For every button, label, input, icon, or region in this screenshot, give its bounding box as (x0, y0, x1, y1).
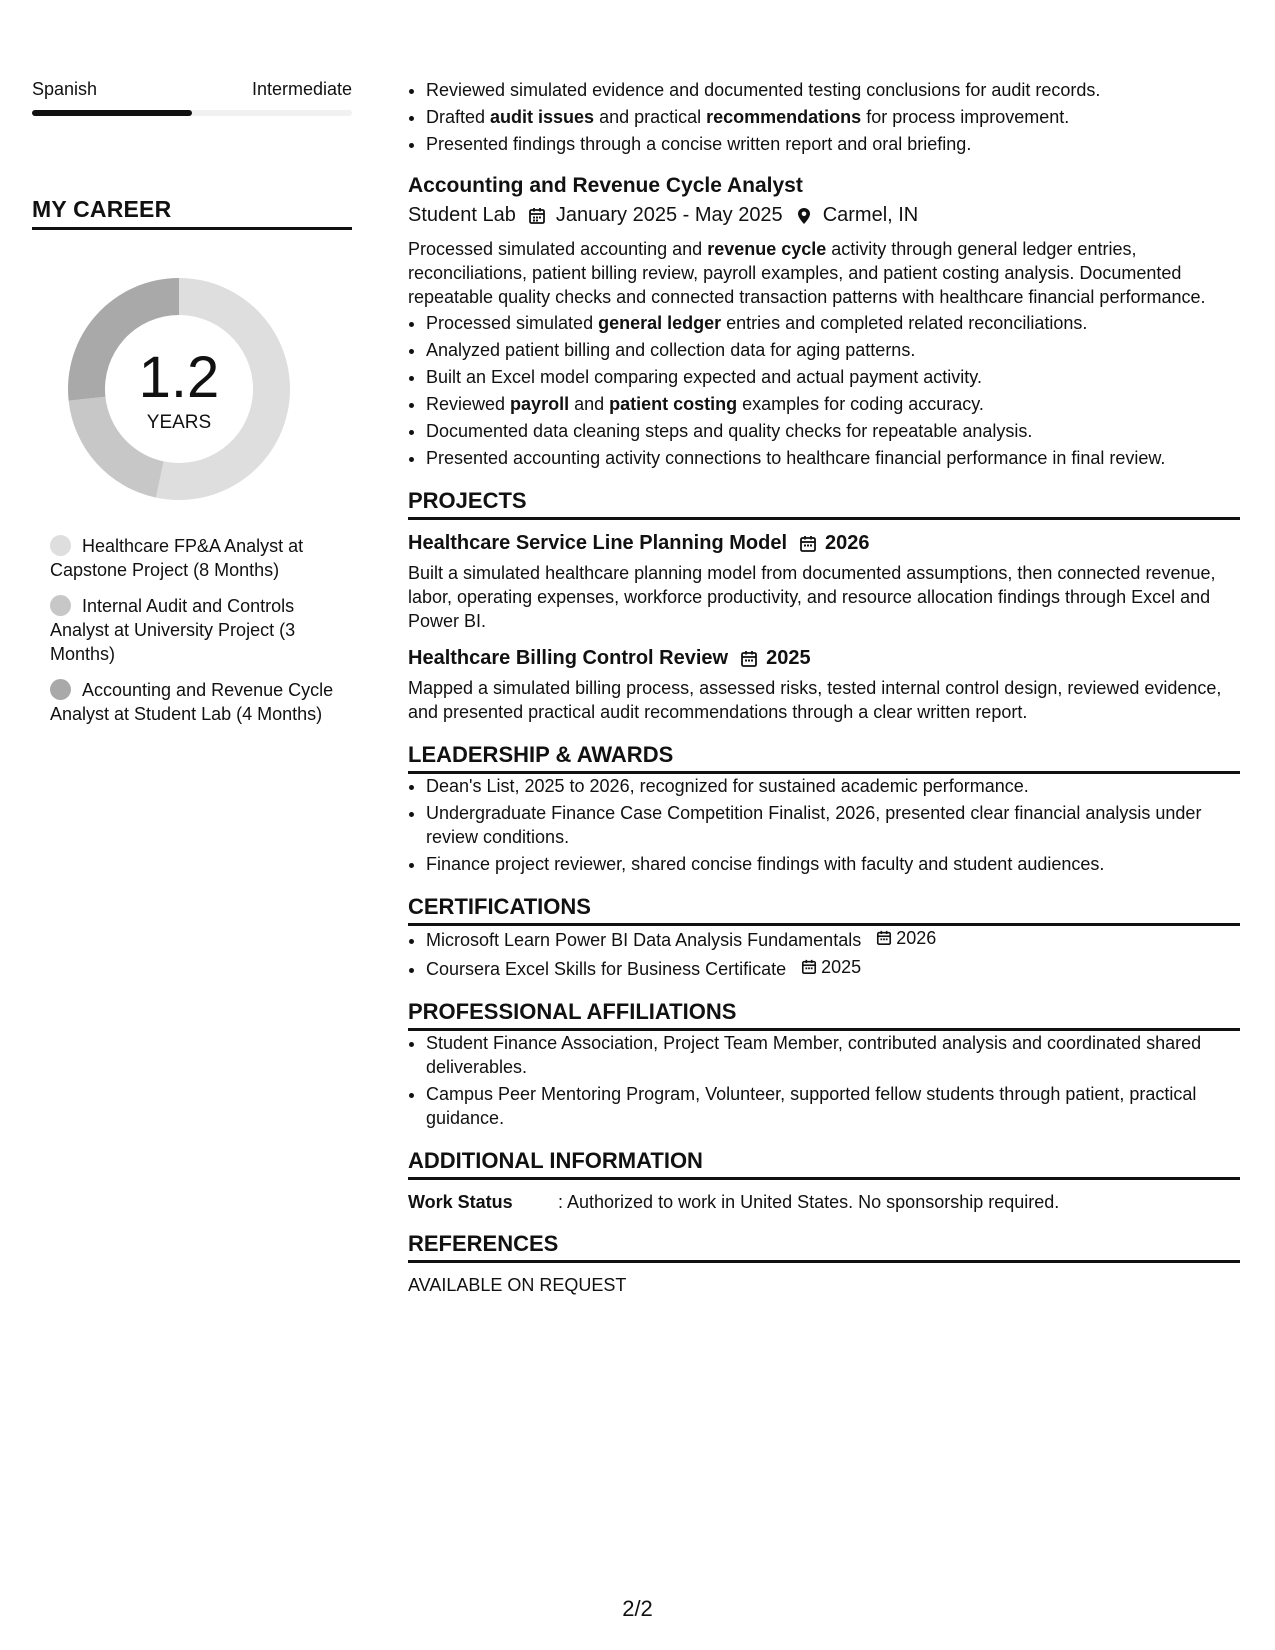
language-row (32, 78, 352, 100)
work-status-label: Work Status (408, 1192, 513, 1212)
affiliations-heading: PROFESSIONAL AFFILIATIONS (408, 999, 1240, 1031)
affiliations-list (408, 1031, 1240, 1130)
job-meta (408, 204, 1240, 227)
leadership-item: • Dean's List, 2025 to 2026, recognized for sustained academic performance. (426, 774, 1240, 798)
certification-name: Coursera Excel Skills for Business Certificate (426, 959, 787, 979)
text-run: Reviewed (426, 394, 511, 414)
career-total-unit: YEARS (146, 412, 212, 433)
job-summary (408, 237, 1240, 309)
leadership-list (408, 774, 1240, 876)
job-title: Accounting and Revenue Cycle Analyst (408, 174, 803, 197)
career-total-value: 1.2 (138, 345, 220, 410)
job-bullet (426, 365, 1240, 389)
project-title-row (408, 647, 1240, 670)
text-run: Processed simulated (426, 313, 599, 333)
page-number: 2/2 (622, 1596, 653, 1621)
career-total (64, 345, 294, 434)
job-location: Carmel, IN (822, 204, 919, 226)
language-level: Intermediate (251, 79, 352, 99)
project-name: Healthcare Billing Control Review (408, 647, 729, 669)
text-run: Drafted (426, 107, 491, 127)
career-legend-label: Accounting and Revenue Cycle Analyst at Student Lab (4 Months) (50, 680, 334, 724)
additional-info-heading: ADDITIONAL INFORMATION (408, 1148, 1240, 1180)
certification-year: 2025 (821, 957, 862, 977)
references-text: AVAILABLE ON REQUEST (408, 1275, 627, 1295)
legend-dot-icon (50, 535, 71, 556)
work-status-value: : Authorized to work in United States. No sponsorship required. (558, 1192, 1060, 1212)
emphasized-text: audit issues (490, 107, 595, 127)
project-description: Built a simulated healthcare planning model from documented assumptions, then connected revenue, labor, operating expenses, workforce productivity, and resource allocation findings through Excel and Power BI. (408, 563, 1216, 631)
affiliation-item: • Campus Peer Mentoring Program, Volunteer, supported fellow students through patient, practical guidance. (426, 1082, 1240, 1130)
career-legend-label: Internal Audit and Controls Analyst at University Project (3 Months) (50, 596, 296, 664)
certification-date (876, 926, 936, 950)
text-run: activity through general ledger entries, reconciliations, patient billing review, payroll examples, and patient costing analysis. Documented repeatable quality checks and connected transaction patterns with healthcare financial performance. (408, 239, 1206, 307)
text-run: Built an Excel model comparing expected and actual payment activity. (426, 367, 982, 387)
language-name: Spanish (32, 79, 98, 99)
work-status-row (408, 1192, 1240, 1213)
project-description: Mapped a simulated billing process, assessed risks, tested internal control design, reviewed evidence, and presented practical audit recommendations through a clear written report. (408, 678, 1222, 722)
text-run: Documented data cleaning steps and quality checks for repeatable analysis. (426, 421, 1033, 441)
project-title-row (408, 532, 1240, 555)
career-donut-chart (64, 274, 294, 504)
job-bullet-list (408, 311, 1240, 470)
text-run: entries and completed related reconciliations. (721, 313, 1088, 333)
main-content (408, 78, 1240, 1296)
affiliation-item: • Student Finance Association, Project Team Member, contributed analysis and coordinated shared deliverables. (426, 1031, 1240, 1079)
my-career-heading: MY CAREER (32, 196, 352, 230)
legend-dot-icon (50, 595, 71, 616)
career-legend (50, 534, 352, 726)
certification-year: 2026 (896, 928, 937, 948)
legend-dot-icon (50, 679, 71, 700)
text-run: Analyzed patient billing and collection data for aging patterns. (426, 340, 916, 360)
leadership-heading: LEADERSHIP & AWARDS (408, 742, 1240, 774)
text-run: and (569, 394, 610, 414)
project-item (408, 532, 1240, 633)
leadership-item: • Undergraduate Finance Case Competition Finalist, 2026, presented clear financial analysis under review conditions. (426, 801, 1240, 849)
intro-bullet (426, 105, 1240, 129)
language-proficiency-bar (32, 110, 352, 116)
intro-bullet (426, 132, 1240, 156)
sidebar (32, 78, 352, 738)
job-company: Student Lab (408, 204, 516, 226)
calendar-icon (801, 959, 817, 975)
language-proficiency-fill (32, 110, 192, 116)
text-run: Reviewed simulated evidence and documented testing conclusions for audit records. (426, 80, 1101, 100)
projects-heading: PROJECTS (408, 488, 1240, 520)
certifications-heading: CERTIFICATIONS (408, 894, 1240, 926)
location-pin-icon (795, 207, 813, 225)
job-bullet (426, 338, 1240, 362)
certifications-list (408, 926, 1240, 981)
certification-date (801, 955, 861, 979)
emphasized-text: recommendations (706, 107, 862, 127)
emphasized-text: payroll (510, 394, 570, 414)
text-run: Presented findings through a concise written report and oral briefing. (426, 134, 972, 154)
emphasized-text: revenue cycle (707, 239, 827, 259)
project-item (408, 647, 1240, 724)
intro-bullet (426, 78, 1240, 102)
project-year: 2025 (766, 647, 811, 669)
references-heading: REFERENCES (408, 1231, 1240, 1263)
text-run: Processed simulated accounting and (408, 239, 708, 259)
emphasized-text: general ledger (598, 313, 722, 333)
calendar-icon (876, 930, 892, 946)
leadership-item: • Finance project reviewer, shared concise findings with faculty and student audiences. (426, 852, 1240, 876)
job-bullet (426, 311, 1240, 335)
certification-item (426, 926, 1240, 952)
job-bullet (426, 446, 1240, 470)
career-legend-item (50, 534, 352, 582)
job-bullet (426, 392, 1240, 416)
career-legend-item (50, 678, 352, 726)
text-run: examples for coding accuracy. (737, 394, 984, 414)
calendar-icon (799, 535, 817, 553)
text-run: for process improvement. (861, 107, 1070, 127)
certification-item (426, 955, 1240, 981)
emphasized-text: patient costing (609, 394, 738, 414)
certification-name: Microsoft Learn Power BI Data Analysis Fundamentals (426, 930, 862, 950)
project-name: Healthcare Service Line Planning Model (408, 532, 788, 554)
job-dates: January 2025 - May 2025 (555, 204, 783, 226)
career-legend-label: Healthcare FP&A Analyst at Capstone Project (8 Months) (50, 536, 304, 580)
calendar-icon (740, 650, 758, 668)
job-bullet (426, 419, 1240, 443)
project-year: 2026 (825, 532, 870, 554)
career-legend-item (50, 594, 352, 666)
intro-bullet-list (408, 78, 1240, 156)
text-run: and practical (594, 107, 707, 127)
calendar-icon (528, 207, 546, 225)
text-run: Presented accounting activity connections to healthcare financial performance in final review. (426, 448, 1166, 468)
